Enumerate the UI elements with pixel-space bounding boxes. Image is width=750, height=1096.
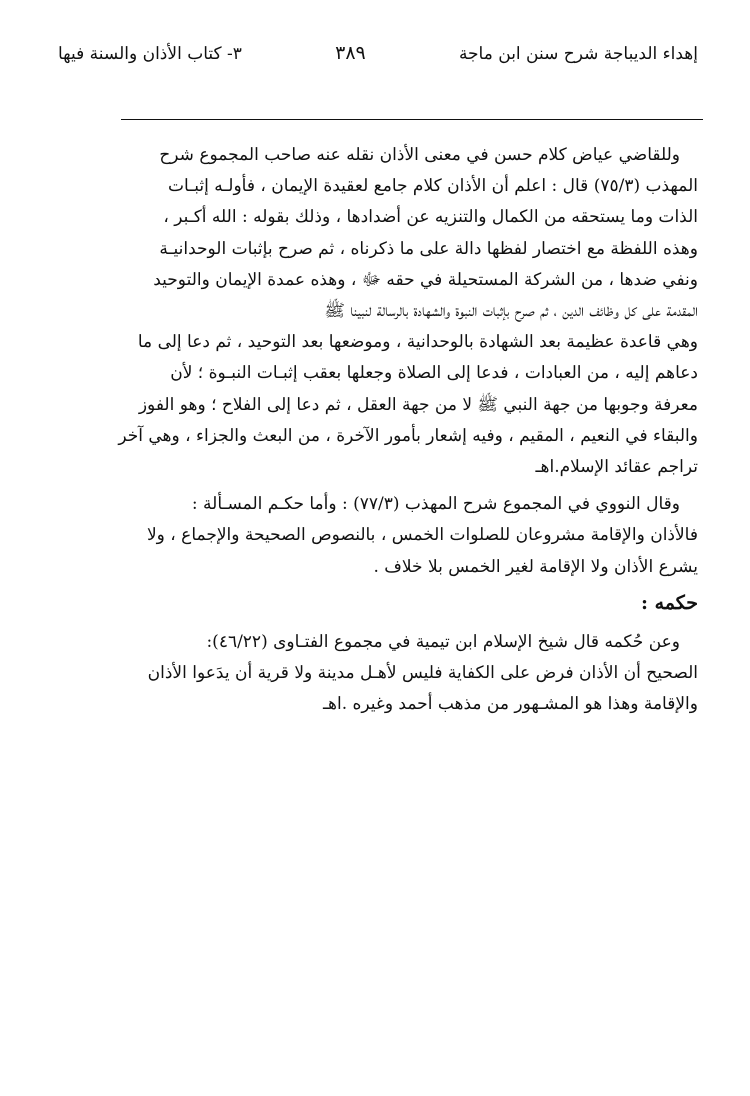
page-header <box>58 40 698 76</box>
text-line: تراجم عقائد الإسلام.اهـ <box>535 457 698 478</box>
header-divider <box>121 119 703 120</box>
page-number: ٣٨٩ <box>335 42 366 64</box>
section-heading: حكمه : <box>640 591 698 614</box>
text-line: فالأذان والإقامة مشروعان للصلوات الخمس ، بالنصوص الصحيحة والإجماع ، ولا <box>146 525 698 546</box>
text-line: وعن حُكمه قال شيخ الإسلام ابن تيمية في مجموع الفتـاوى (٤٦/٢٢): <box>206 631 680 652</box>
chapter-title: ٣- كتاب الأذان والسنة فيها <box>58 44 242 64</box>
text-line: الصحيح أن الأذان فرض على الكفاية فليس لأهـل مدينة ولا قرية أن يدَعوا الأذان <box>147 663 698 684</box>
text-line: والبقاء في النعيم ، المقيم ، وفيه إشعار بأمور الآخرة ، من البعث والجزاء ، وهي آخر <box>118 425 698 446</box>
paragraph-qadi-iyad <box>58 140 698 483</box>
text-line: وللقاضي عياض كلام حسن في معنى الأذان نقله عنه صاحب المجموع شرح <box>159 145 680 165</box>
text-line: دعاهم إليه ، من العبادات ، فدعا إلى الصلاة وجعلها بعقب إثبـات النبـوة ؛ لأن <box>170 363 698 384</box>
text-line: الذات وما يستحقه من الكمال والتنزيه عن أضدادها ، وذلك بقوله : الله أكـبر ، <box>163 207 698 228</box>
text-line: وهي قاعدة عظيمة بعد الشهادة بالوحدانية ، وموضعها بعد التوحيد ، ثم دعا إلى ما <box>137 332 698 353</box>
text-line: المقدمة على كل وظائف الدين ، ثم صرح بإثبات النبوة والشهادة بالرسالة لنبينا ﷺ <box>324 301 698 322</box>
text-line: معرفة وجوبها من جهة النبي ﷺ لا من جهة العقل ، ثم دعا إلى الفلاح ؛ وهو الفوز <box>138 394 698 415</box>
paragraph-ibn-taymiyyah <box>58 627 698 721</box>
page-body <box>58 140 698 720</box>
paragraph-nawawi <box>58 489 698 583</box>
text-line: وقال النووي في المجموع شرح المهذب (٧٧/٣) : وأما حكـم المسـألة : <box>191 494 680 515</box>
text-line: والإقامة وهذا هو المشـهور من مذهب أحمد وغيره .اهـ <box>323 694 698 715</box>
text-line: ونفي ضدها ، من الشركة المستحيلة في حقه ﷻ ، وهذه عمدة الإيمان والتوحيد <box>153 269 698 290</box>
text-line: يشرع الأذان ولا الإقامة لغير الخمس بلا خلاف . <box>373 556 698 577</box>
book-title: إهداء الديباجة شرح سنن ابن ماجة <box>458 44 698 64</box>
book-page <box>58 40 698 720</box>
text-line: المهذب (٧٥/٣) قال : اعلم أن الأذان كلام جامع لعقيدة الإيمان ، فأولـه إثبـات <box>168 176 698 197</box>
text-line: وهذه اللفظة مع اختصار لفظها دالة على ما ذكرناه ، ثم صرح بإثبات الوحدانيـة <box>159 238 698 259</box>
